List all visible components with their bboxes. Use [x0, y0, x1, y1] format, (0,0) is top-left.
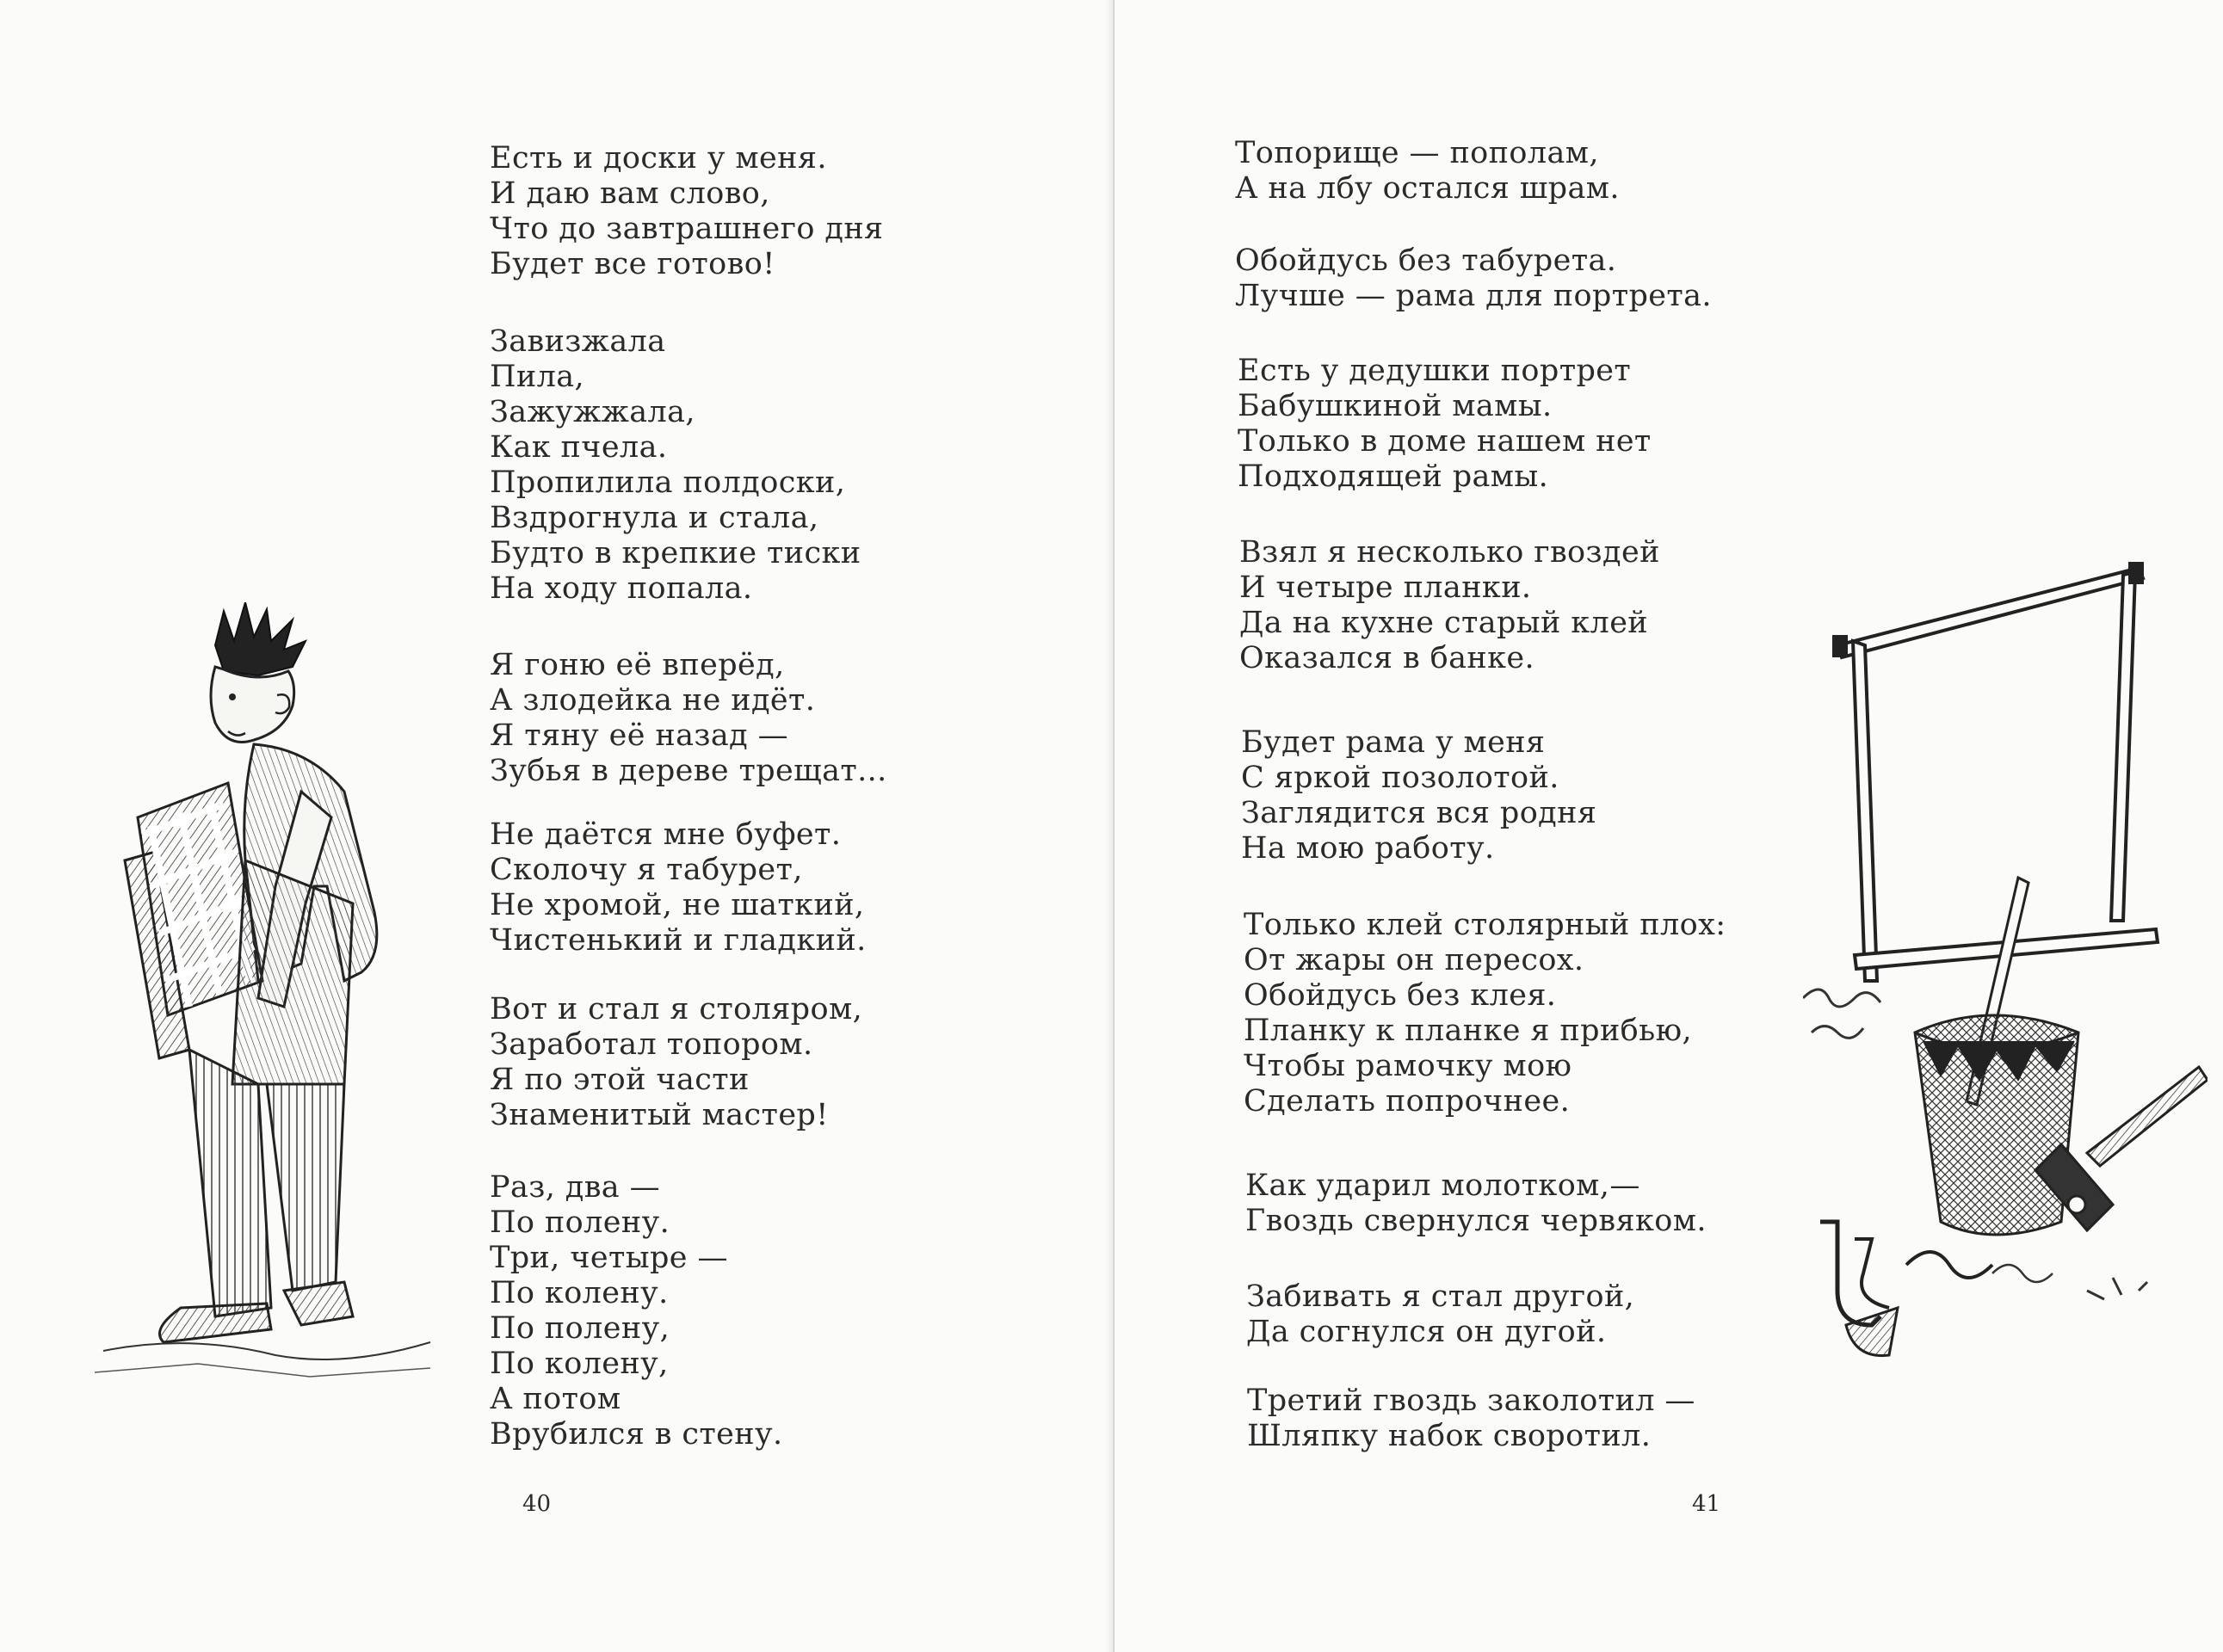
poem-line: Чистенький и гладкий.	[490, 923, 867, 958]
poem-line: Обойдусь без клея.	[1244, 978, 1557, 1013]
right-stanza-2	[1235, 243, 1712, 314]
poem-line: Сколочу я табурет,	[490, 853, 803, 887]
poem-line: Раз, два —	[490, 1170, 661, 1205]
poem-line: По колену.	[490, 1276, 669, 1310]
left-stanza-4	[490, 817, 867, 959]
boy-carrying-door-illustration	[86, 602, 448, 1394]
poem-line: Третий гвоздь заколотил —	[1247, 1384, 1695, 1418]
poem-line: Есть и доски у меня.	[490, 141, 827, 176]
right-stanza-5	[1241, 725, 1596, 866]
page-number-right: 41	[1692, 1491, 1721, 1517]
poem-line: Подходящей рамы.	[1238, 459, 1549, 494]
poem-line: Лучше — рама для портрета.	[1235, 279, 1712, 313]
poem-line: Я гоню её вперёд,	[490, 648, 785, 682]
poem-line: Знаменитый мастер!	[490, 1098, 829, 1132]
left-stanza-5	[490, 992, 862, 1133]
poem-line: Да на кухне старый клей	[1239, 606, 1649, 640]
left-stanza-1	[490, 141, 884, 282]
poem-line: Только в доме нашем нет	[1238, 424, 1652, 459]
poem-line: Сделать попрочнее.	[1244, 1084, 1571, 1119]
poem-line: Обойдусь без табурета.	[1235, 243, 1617, 278]
frame-and-tools-illustration	[1803, 551, 2208, 1402]
poem-line: Гвоздь свернулся червяком.	[1245, 1204, 1707, 1238]
poem-line: Будет рама у меня	[1241, 725, 1546, 760]
poem-line: Я тяну её назад —	[490, 718, 789, 753]
poem-line: Как пчела.	[490, 430, 668, 465]
poem-line: Врубился в стену.	[490, 1417, 783, 1452]
poem-line: Зубья в дереве трещат...	[490, 754, 887, 788]
poem-line: Планку к планке я прибью,	[1244, 1014, 1693, 1048]
poem-line: По колену,	[490, 1347, 669, 1381]
poem-line: Что до завтрашнего дня	[490, 212, 884, 246]
left-stanza-2	[490, 324, 861, 607]
poem-line: По полену,	[490, 1311, 670, 1346]
poem-line: С яркой позолотой.	[1241, 761, 1559, 795]
poem-line: Заработал топором.	[490, 1027, 813, 1062]
poem-line: И четыре планки.	[1239, 570, 1532, 605]
right-stanza-7	[1245, 1168, 1707, 1239]
poem-line: Вздрогнула и стала,	[490, 501, 819, 535]
poem-line: По полену.	[490, 1205, 670, 1240]
poem-line: А потом	[490, 1382, 621, 1416]
right-stanza-8	[1246, 1279, 1634, 1350]
right-stanza-3	[1238, 354, 1652, 495]
right-stanza-4	[1239, 535, 1660, 676]
poem-line: Только клей столярный плох:	[1244, 908, 1726, 942]
poem-line: Не хромой, не шаткий,	[490, 888, 865, 922]
right-stanza-9	[1247, 1384, 1695, 1454]
poem-line: Забивать я стал другой,	[1246, 1279, 1635, 1314]
right-stanza-6	[1244, 908, 1726, 1119]
poem-line: Пропилила полдоски,	[490, 465, 846, 500]
poem-line: Да согнулся он дугой.	[1246, 1315, 1607, 1349]
poem-line: Заглядится вся родня	[1241, 796, 1597, 830]
poem-line: И даю вам слово,	[490, 176, 770, 211]
page-number-left: 40	[522, 1491, 552, 1517]
poem-line: Взял я несколько гвоздей	[1239, 535, 1660, 570]
left-stanza-6	[490, 1170, 783, 1452]
poem-line: Бабушкиной мамы.	[1238, 389, 1553, 423]
poem-line: Есть у дедушки портрет	[1238, 354, 1632, 388]
poem-line: На ходу попала.	[490, 571, 753, 606]
poem-line: Чтобы рамочку мою	[1244, 1049, 1572, 1083]
right-page	[1115, 0, 2223, 1652]
poem-line: Вот и стал я столяром,	[490, 992, 863, 1026]
poem-line: Три, четыре —	[490, 1241, 728, 1275]
poem-line: Зажужжала,	[490, 395, 695, 429]
left-stanza-3	[490, 648, 887, 789]
poem-line: Завизжала	[490, 324, 666, 359]
poem-line: А злодейка не идёт.	[490, 683, 816, 718]
poem-line: А на лбу остался шрам.	[1235, 171, 1620, 206]
poem-line: Не даётся мне буфет.	[490, 817, 842, 852]
poem-line: Шляпку набок своротил.	[1247, 1419, 1652, 1453]
poem-line: Как ударил молотком,—	[1245, 1168, 1640, 1203]
poem-line: Оказался в банке.	[1239, 641, 1535, 675]
poem-line: Пила,	[490, 360, 585, 394]
poem-line: Топорище — пополам,	[1235, 136, 1599, 170]
poem-line: На мою работу.	[1241, 831, 1495, 866]
poem-line: От жары он пересох.	[1244, 943, 1584, 977]
poem-line: Я по этой части	[490, 1063, 750, 1097]
poem-line: Будет все готово!	[490, 247, 775, 281]
right-stanza-1	[1235, 136, 1620, 206]
poem-line: Будто в крепкие тиски	[490, 536, 861, 570]
